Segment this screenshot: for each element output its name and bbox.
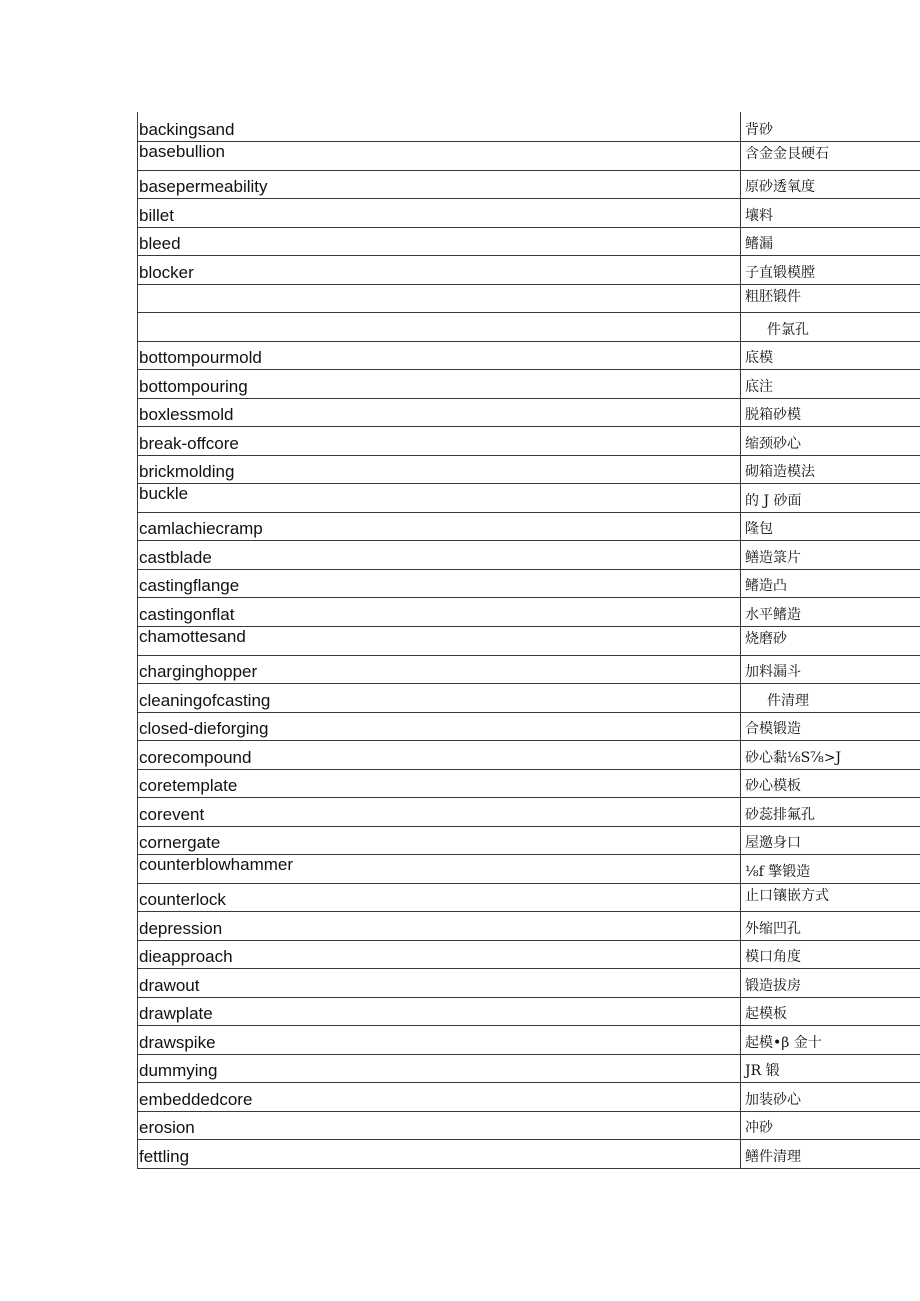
term-cell: castblade (138, 540, 741, 569)
term-cell: bleed (138, 227, 741, 255)
translation-cell: 砌箱造模法 (741, 455, 920, 483)
translation-cell: 锻造拔房 (741, 968, 920, 997)
translation-cell: 鳝造箓片 (741, 540, 920, 569)
translation-cell: 鳝件清理 (741, 1139, 920, 1168)
term-cell: basepermeability (138, 170, 741, 198)
term-cell: erosion (138, 1111, 741, 1139)
term-cell: fettling (138, 1139, 741, 1168)
translation-cell: 含金金艮硬石 (741, 141, 920, 170)
table-row (138, 769, 920, 797)
translation-cell: 外缩凹孔 (741, 911, 920, 940)
term-cell: buckle (138, 483, 741, 512)
term-cell: cornergate (138, 826, 741, 854)
table-row (138, 626, 920, 655)
table-row (138, 398, 920, 426)
table-row (138, 683, 920, 712)
table-row (138, 426, 920, 455)
term-cell: corevent (138, 797, 741, 826)
term-cell: chamottesand (138, 626, 741, 655)
table-row (138, 227, 920, 255)
table-row (138, 483, 920, 512)
term-cell: corecompound (138, 740, 741, 769)
translation-cell: 原砂透氧度 (741, 170, 920, 198)
translation-cell: 加装砂心 (741, 1082, 920, 1111)
table-row (138, 1111, 920, 1139)
term-cell: boxlessmold (138, 398, 741, 426)
table-row (138, 655, 920, 683)
translation-cell: 合模锻造 (741, 712, 920, 740)
term-cell: drawout (138, 968, 741, 997)
table-row (138, 997, 920, 1025)
term-cell (138, 284, 741, 312)
table-row (138, 883, 920, 911)
translation-cell: 粗胚锻件 (741, 284, 920, 312)
table-row (138, 170, 920, 198)
table-row (138, 369, 920, 398)
glossary-body (138, 112, 920, 1168)
term-cell (138, 312, 741, 341)
translation-cell: 背砂 (741, 112, 920, 141)
term-cell: backingsand (138, 112, 741, 141)
table-row (138, 540, 920, 569)
table-row (138, 112, 920, 141)
translation-cell: 底注 (741, 369, 920, 398)
translation-cell: 脱箱砂模 (741, 398, 920, 426)
table-row (138, 569, 920, 597)
term-cell: counterlock (138, 883, 741, 911)
translation-cell: 件清理 (741, 683, 920, 712)
table-row (138, 968, 920, 997)
translation-cell: 鳍造凸 (741, 569, 920, 597)
translation-cell: 烧磨砂 (741, 626, 920, 655)
translation-cell: 子直锻模膛 (741, 255, 920, 284)
term-cell: charginghopper (138, 655, 741, 683)
table-row (138, 1054, 920, 1082)
term-cell: billet (138, 198, 741, 227)
term-cell: closed-dieforging (138, 712, 741, 740)
term-cell: castingflange (138, 569, 741, 597)
table-row (138, 255, 920, 284)
term-cell: blocker (138, 255, 741, 284)
translation-cell: 加料漏斗 (741, 655, 920, 683)
translation-cell: 起模•β 金十 (741, 1025, 920, 1054)
table-row (138, 911, 920, 940)
translation-cell: 隆包 (741, 512, 920, 540)
translation-cell: 底模 (741, 341, 920, 369)
table-row (138, 341, 920, 369)
term-cell: counterblowhammer (138, 854, 741, 883)
translation-cell: 砂蕊排氟孔 (741, 797, 920, 826)
translation-cell: 止口镶嵌方式 (741, 883, 920, 911)
table-row (138, 712, 920, 740)
table-row (138, 797, 920, 826)
translation-cell: 砂心黏⅛S⅞>J (741, 740, 920, 769)
translation-cell: 水平鳍造 (741, 597, 920, 626)
translation-cell: 的 J 砂面 (741, 483, 920, 512)
glossary-table (137, 112, 920, 1169)
table-row (138, 312, 920, 341)
term-cell: cleaningofcasting (138, 683, 741, 712)
term-cell: castingonflat (138, 597, 741, 626)
translation-cell: 砂心模板 (741, 769, 920, 797)
table-row (138, 1025, 920, 1054)
term-cell: drawspike (138, 1025, 741, 1054)
translation-cell: JR 锻 (741, 1054, 920, 1082)
translation-cell: 缩颈砂心 (741, 426, 920, 455)
translation-cell: ⅛f 擎锻造 (741, 854, 920, 883)
term-cell: break-offcore (138, 426, 741, 455)
table-row (138, 597, 920, 626)
term-cell: dummying (138, 1054, 741, 1082)
table-row (138, 141, 920, 170)
term-cell: coretemplate (138, 769, 741, 797)
table-row (138, 740, 920, 769)
translation-cell: 鳍漏 (741, 227, 920, 255)
table-row (138, 1082, 920, 1111)
term-cell: camlachiecramp (138, 512, 741, 540)
translation-cell: 冲砂 (741, 1111, 920, 1139)
translation-cell: 件氯孔 (741, 312, 920, 341)
table-row (138, 826, 920, 854)
translation-cell: 壤料 (741, 198, 920, 227)
term-cell: bottompouring (138, 369, 741, 398)
table-row (138, 198, 920, 227)
translation-cell: 起模板 (741, 997, 920, 1025)
table-row (138, 512, 920, 540)
translation-cell: 屋邀身口 (741, 826, 920, 854)
term-cell: bottompourmold (138, 341, 741, 369)
term-cell: embeddedcore (138, 1082, 741, 1111)
table-row (138, 854, 920, 883)
term-cell: depression (138, 911, 741, 940)
table-row (138, 455, 920, 483)
table-row (138, 1139, 920, 1168)
term-cell: brickmolding (138, 455, 741, 483)
term-cell: drawplate (138, 997, 741, 1025)
table-row (138, 284, 920, 312)
table-row (138, 940, 920, 968)
translation-cell: 模口角度 (741, 940, 920, 968)
term-cell: dieapproach (138, 940, 741, 968)
term-cell: basebullion (138, 141, 741, 170)
